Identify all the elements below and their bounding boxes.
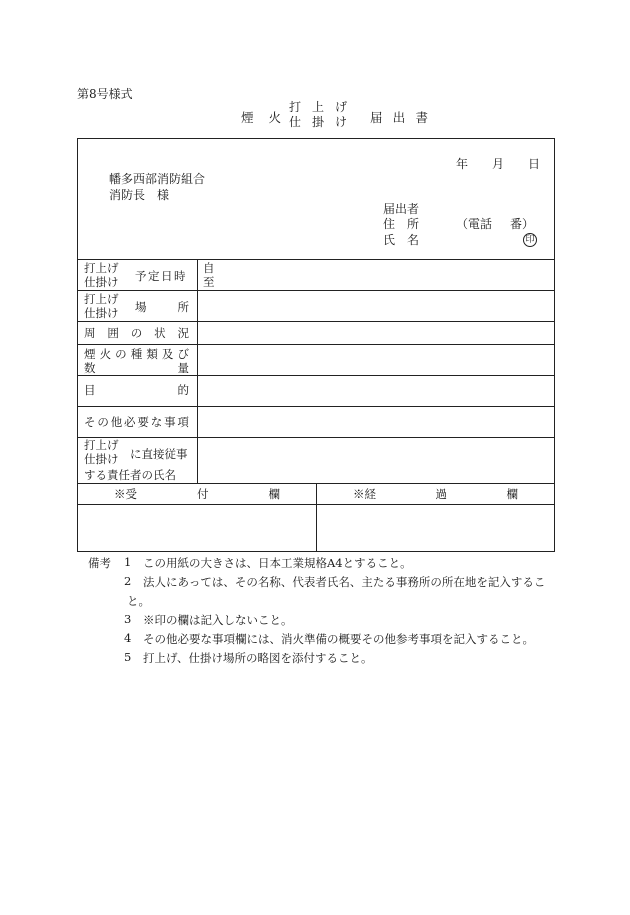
footer-divider bbox=[316, 483, 317, 552]
rule bbox=[78, 259, 554, 260]
seal-icon: 印 bbox=[523, 233, 537, 247]
applicant-label: 届出者 bbox=[383, 202, 420, 216]
rule bbox=[78, 344, 554, 345]
phone-label: （電話 bbox=[456, 217, 493, 231]
note-3-num: 3 bbox=[124, 612, 132, 626]
row-responsible-label-bottom: する責任者の氏名 bbox=[84, 468, 176, 482]
note-3-text: ※印の欄は記入しないこと。 bbox=[143, 613, 293, 627]
row-place-label-stack: 打上げ 仕掛け bbox=[84, 292, 119, 320]
notes-heading: 備考 bbox=[88, 556, 111, 570]
note-2-cont: と。 bbox=[127, 594, 150, 608]
row-surroundings-label: 周 囲 の 状 況 bbox=[84, 326, 189, 340]
rule bbox=[78, 290, 554, 291]
rule bbox=[78, 406, 554, 407]
note-5-num: 5 bbox=[124, 650, 132, 664]
name-label: 氏 名 bbox=[383, 233, 419, 247]
recipient-title: 消防長 様 bbox=[109, 188, 170, 202]
note-1-num: 1 bbox=[124, 555, 132, 569]
title-part3: 届 出 書 bbox=[370, 110, 428, 125]
row-responsible-label-stack: 打上げ 仕掛け bbox=[84, 438, 119, 466]
row-purpose-label: 目 的 bbox=[84, 383, 189, 397]
rule bbox=[78, 321, 554, 322]
row-fireworks-label-2: 数 量 bbox=[84, 361, 189, 375]
form-number: 第8号様式 bbox=[77, 87, 133, 101]
date-labels: 年 月 日 bbox=[456, 157, 540, 171]
row-schedule-label: 予定日時 bbox=[135, 269, 187, 283]
label-divider bbox=[197, 259, 198, 483]
row-fireworks-label-1: 煙 火 の 種 類 及 び bbox=[84, 347, 189, 361]
address-label: 住 所 bbox=[383, 217, 419, 231]
row-place-label: 場 所 bbox=[135, 300, 189, 314]
phone-suffix: 番） bbox=[510, 217, 535, 231]
note-2-text: 法人にあっては、その名称、代表者氏名、主たる事務所の所在地を記入するこ bbox=[143, 575, 546, 589]
note-4-text: その他必要な事項欄には、消火準備の概要その他参考事項を記入すること。 bbox=[143, 632, 534, 646]
title-part2-bottom: 仕 掛 け bbox=[289, 115, 347, 129]
note-2-num: 2 bbox=[124, 574, 132, 588]
title-part1: 煙 火 bbox=[241, 110, 281, 125]
title-part2-top: 打 上 げ bbox=[289, 100, 347, 114]
note-5-text: 打上げ、仕掛け場所の略図を添付すること。 bbox=[143, 651, 373, 665]
progress-column-header: ※経 過 欄 bbox=[353, 487, 518, 501]
seal-mark bbox=[523, 231, 537, 247]
row-schedule-label-stack: 打上げ 仕掛け bbox=[84, 261, 119, 289]
row-schedule-value: 自 至 bbox=[203, 261, 215, 289]
form-frame bbox=[77, 138, 555, 552]
note-1-text: この用紙の大きさは、日本工業規格A4とすること。 bbox=[143, 556, 412, 570]
row-responsible-label-side: に直接従事 bbox=[130, 447, 188, 461]
note-4-num: 4 bbox=[124, 631, 132, 645]
row-other-label: そ の 他 必 要 な 事 項 bbox=[84, 415, 189, 429]
reception-column-header: ※受 付 欄 bbox=[114, 487, 280, 501]
rule bbox=[78, 437, 554, 438]
recipient-org: 幡多西部消防組合 bbox=[109, 172, 206, 186]
